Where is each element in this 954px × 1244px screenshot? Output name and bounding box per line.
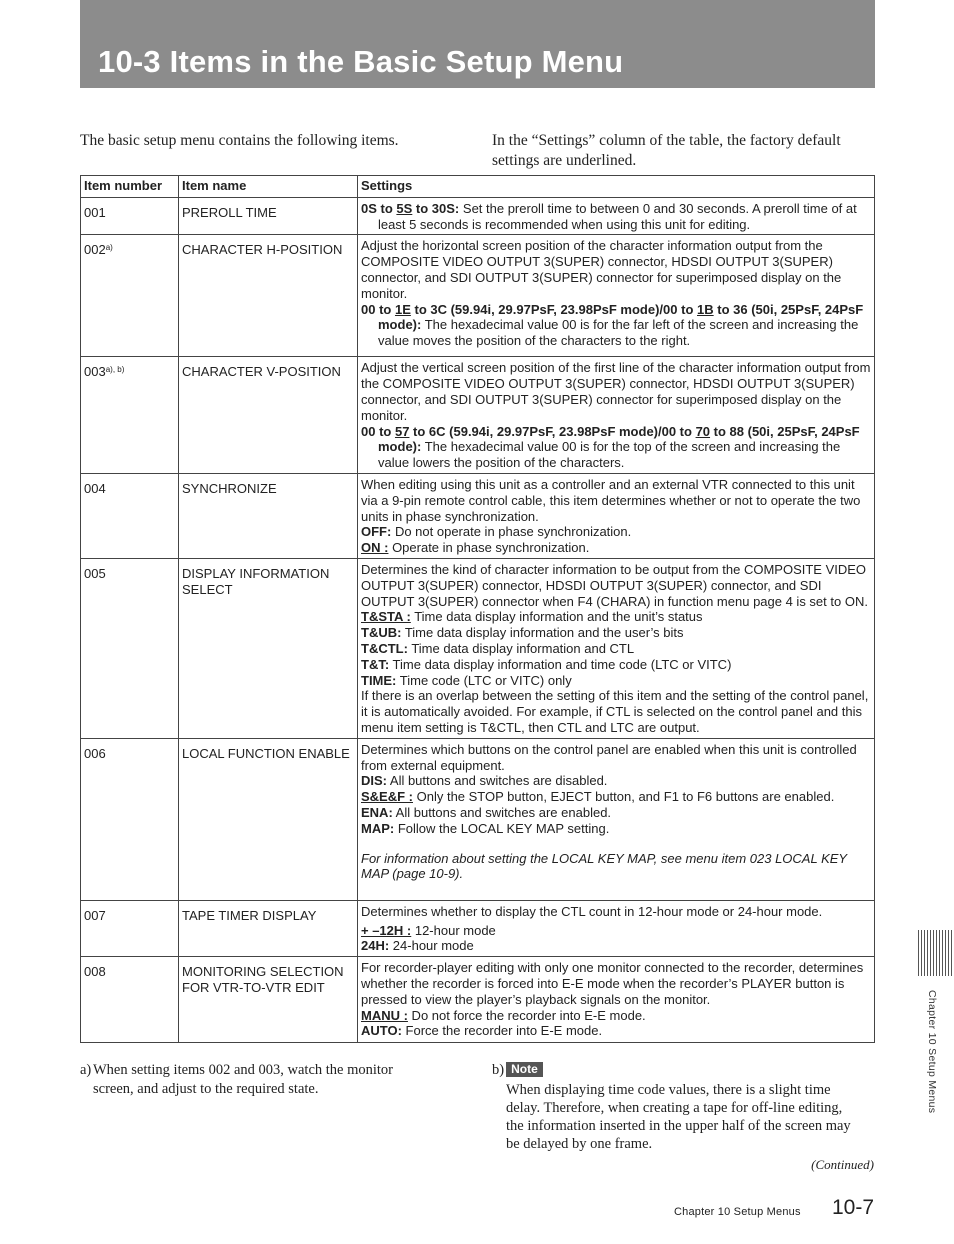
option-description: Time data display information and the unit’s status [410, 609, 703, 625]
setting-option-default [361, 789, 871, 805]
setting-option [361, 673, 871, 689]
option-description: All buttons and switches are enabled. [392, 804, 612, 820]
item-number: 005 [81, 558, 179, 738]
footer-chapter-label: Chapter 10 Setup Menus [674, 1206, 801, 1218]
range-text: 00 to [361, 301, 395, 317]
option-description: All buttons and switches are disabled. [387, 773, 608, 789]
item-number-text: 002 [84, 242, 106, 258]
option-label: OFF: [361, 524, 392, 540]
item-name: DISPLAY INFORMATION SELECT [179, 558, 358, 738]
default-value: 57 [394, 423, 410, 439]
setting-option [361, 1023, 871, 1039]
setting-option [361, 657, 871, 673]
setting-range [361, 424, 871, 471]
spacer [361, 837, 871, 851]
footnote-b [492, 1061, 862, 1153]
option-label: T&STA : [361, 609, 411, 625]
note-badge: Note [506, 1062, 543, 1077]
setting-option [361, 938, 871, 954]
item-number-text: 003 [84, 364, 106, 380]
table-row [81, 558, 875, 738]
range-text: to 88 (50i, 25PsF, 24PsF mode): [378, 423, 860, 455]
option-label: T&UB: [361, 625, 402, 641]
basic-setup-menu-table [80, 175, 875, 1043]
setting-option-default [361, 609, 871, 625]
setting-option [361, 805, 871, 821]
item-name: CHARACTER V-POSITION [179, 357, 358, 474]
item-number [81, 197, 179, 235]
option-description: Operate in phase synchronization. [388, 540, 590, 556]
setting-option-default [361, 923, 871, 939]
option-label: + –12H : [361, 922, 412, 938]
option-description: 24-hour mode [389, 938, 474, 954]
table-row [81, 957, 875, 1043]
option-description: Time data display information and CTL [407, 640, 635, 656]
setting-option [361, 625, 871, 641]
table-row [81, 473, 875, 558]
setting-description: Adjust the vertical screen position of the first line of the character information output from the COMPOSITE VIDEO OUTPUT 3(SUPER) connector, HDSDI OUTPUT 3(SUPER) connector, and SDI OUTPUT 3(SUPER) connector for superimposed display on the monitor. [361, 360, 871, 423]
table-row [81, 235, 875, 357]
range-description: The hexadecimal value 00 is for the top of the screen and increasing the value lowers the position of the characters. [378, 439, 841, 471]
setting-option [361, 524, 871, 540]
item-name: TAPE TIMER DISPLAY [179, 900, 358, 956]
range-text: 00 to [361, 423, 395, 439]
default-value: 1B [697, 301, 714, 317]
table-row [81, 357, 875, 474]
setting-extra-note: If there is an overlap between the setting of this item and the setting of the control panel, it is automatically avoided. For example, if CTL is selected on the control panel and this menu item setting is T&CTL, then CTL and LTC are output. [361, 688, 869, 735]
item-number: 004 [81, 473, 179, 558]
item-number-text: 001 [84, 204, 106, 220]
footnote-a [80, 1061, 425, 1099]
setting-description: When editing using this unit as a controller and an external VTR connected to this unit via a 9-pin remote control cable, this item determines whether or not to operate the two units in phase synchronization. [361, 476, 861, 524]
option-label: AUTO: [361, 1023, 402, 1039]
table-row [81, 197, 875, 235]
setting-description: For recorder-player editing with only one monitor connected to the recorder, determines whether the recorder is forced into E-E mode when the recorder’s PLAYER button is pressed to view the player’s playback signals on the monitor. [361, 960, 864, 1007]
section-title: 10-3 Items in the Basic Setup Menu [98, 44, 624, 79]
default-value: 5S [396, 200, 413, 216]
item-settings [358, 558, 875, 738]
item-settings [358, 957, 875, 1043]
range-text: 0S to [361, 200, 397, 216]
option-description: Force the recorder into E-E mode. [401, 1023, 603, 1039]
option-label: DIS: [361, 773, 387, 789]
page-number: 10-7 [832, 1196, 875, 1219]
option-label: ON : [361, 540, 389, 556]
table-header-row [81, 176, 875, 198]
option-description: Only the STOP button, EJECT button, and F1 to F6 buttons are enabled. [413, 789, 835, 805]
item-settings [358, 900, 875, 956]
option-label: S&E&F : [361, 789, 413, 805]
option-label: 24H: [361, 938, 390, 954]
column-header-settings: Settings [358, 176, 875, 198]
range-description: Set the preroll time to between 0 and 30 seconds. A preroll time of at least 5 seconds is recommended when using this unit for editing. [378, 200, 857, 232]
option-label: MANU : [361, 1007, 408, 1023]
option-description: Time data display information and the user’s bits [401, 625, 684, 641]
option-description: Do not force the recorder into E-E mode. [407, 1007, 646, 1023]
setting-range [361, 201, 871, 233]
item-number: 006 [81, 738, 179, 900]
item-name: CHARACTER H-POSITION [179, 235, 358, 357]
default-value: 1E [394, 301, 411, 317]
item-name: LOCAL FUNCTION ENABLE [179, 738, 358, 900]
item-number: 007 [81, 900, 179, 956]
setting-option-default [361, 540, 871, 556]
continued-label: (Continued) [811, 1157, 874, 1172]
option-label: MAP: [361, 820, 395, 836]
option-description: Time code (LTC or VITC) only [396, 672, 572, 688]
option-label: ENA: [361, 804, 393, 820]
range-text: to 6C (59.94i, 29.97PsF, 23.98PsF mode)/00 to [409, 423, 696, 439]
option-description: Follow the LOCAL KEY MAP setting. [394, 820, 610, 836]
option-label: TIME: [361, 672, 397, 688]
item-settings [358, 235, 875, 357]
footnote-ref: a), b) [105, 365, 125, 375]
footnote-marker: a) [80, 1062, 92, 1078]
footnote-text: When setting items 002 and 003, watch the monitor screen, and adjust to the required state. [93, 1062, 394, 1097]
range-description: The hexadecimal value 00 is for the far left of the screen and increasing the value moves the position of the characters to the right. [378, 317, 859, 349]
item-number [81, 357, 179, 474]
table-row [81, 900, 875, 956]
intro-text-left: The basic setup menu contains the following items. [80, 132, 399, 149]
footnote-marker: b) [492, 1062, 505, 1078]
range-text: to 30S: [412, 200, 460, 216]
setting-option [361, 773, 871, 789]
chapter-header-band [80, 0, 875, 88]
item-name: MONITORING SELECTION FOR VTR-TO-VTR EDIT [179, 957, 358, 1043]
cross-reference-note: For information about setting the LOCAL KEY MAP, see menu item 023 LOCAL KEY MAP (page 10-9). [361, 850, 847, 882]
item-settings [358, 473, 875, 558]
setting-description: Adjust the horizontal screen position of the character information output from the COMPOSITE VIDEO OUTPUT 3(SUPER) connector, HDSDI OUTPUT 3(SUPER) connector, and SDI OUTPUT 3(SUPER) connector for superimposed display on the monitor. [361, 238, 842, 301]
setting-option-default [361, 1008, 871, 1024]
item-name: PREROLL TIME [179, 197, 358, 235]
option-description: Time data display information and time code (LTC or VITC) [389, 656, 732, 672]
option-description: 12-hour mode [411, 922, 496, 938]
option-description: Do not operate in phase synchronization. [391, 524, 632, 540]
setting-description: Determines the kind of character information to be output from the COMPOSITE VIDEO OUTPUT 3(SUPER) connector, HDSDI OUTPUT 3(SUPER) connector, and SDI OUTPUT 3(SUPER) connector when F4 (CHARA) in function menu page 4 is set to ON. [361, 561, 868, 609]
chapter-tab-marker [918, 930, 954, 976]
range-text: to 36 (50i, 25PsF, 24PsF mode): [378, 301, 864, 333]
item-settings [358, 197, 875, 235]
default-value: 70 [695, 423, 711, 439]
option-label: T&T: [361, 656, 390, 672]
setting-range [361, 302, 871, 349]
item-settings [358, 357, 875, 474]
setting-description: Determines which buttons on the control panel are enabled when this unit is controlled from external equipment. [361, 741, 857, 773]
column-header-item-number: Item number [81, 176, 179, 198]
side-chapter-label: Chapter 10 Setup Menus [926, 990, 938, 1114]
item-number: 008 [81, 957, 179, 1043]
footnote-ref: a) [105, 243, 113, 253]
setting-option [361, 821, 871, 837]
intro-text-right: In the “Settings” column of the table, the factory default settings are underlined. [492, 132, 841, 169]
setting-option [361, 641, 871, 657]
item-settings [358, 738, 875, 900]
option-label: T&CTL: [361, 640, 408, 656]
column-header-item-name: Item name [179, 176, 358, 198]
table-row [81, 738, 875, 900]
item-number [81, 235, 179, 357]
range-text: to 3C (59.94i, 29.97PsF, 23.98PsF mode)/00 to [410, 301, 698, 317]
footnote-text: When displaying time code values, there is a slight time delay. Therefore, when creating a tape for off-line editing, the information inserted in the upper half of the screen may be delayed by one frame. [506, 1082, 851, 1152]
item-name: SYNCHRONIZE [179, 473, 358, 558]
setting-description: Determines whether to display the CTL count in 12-hour mode or 24-hour mode. [361, 903, 823, 919]
